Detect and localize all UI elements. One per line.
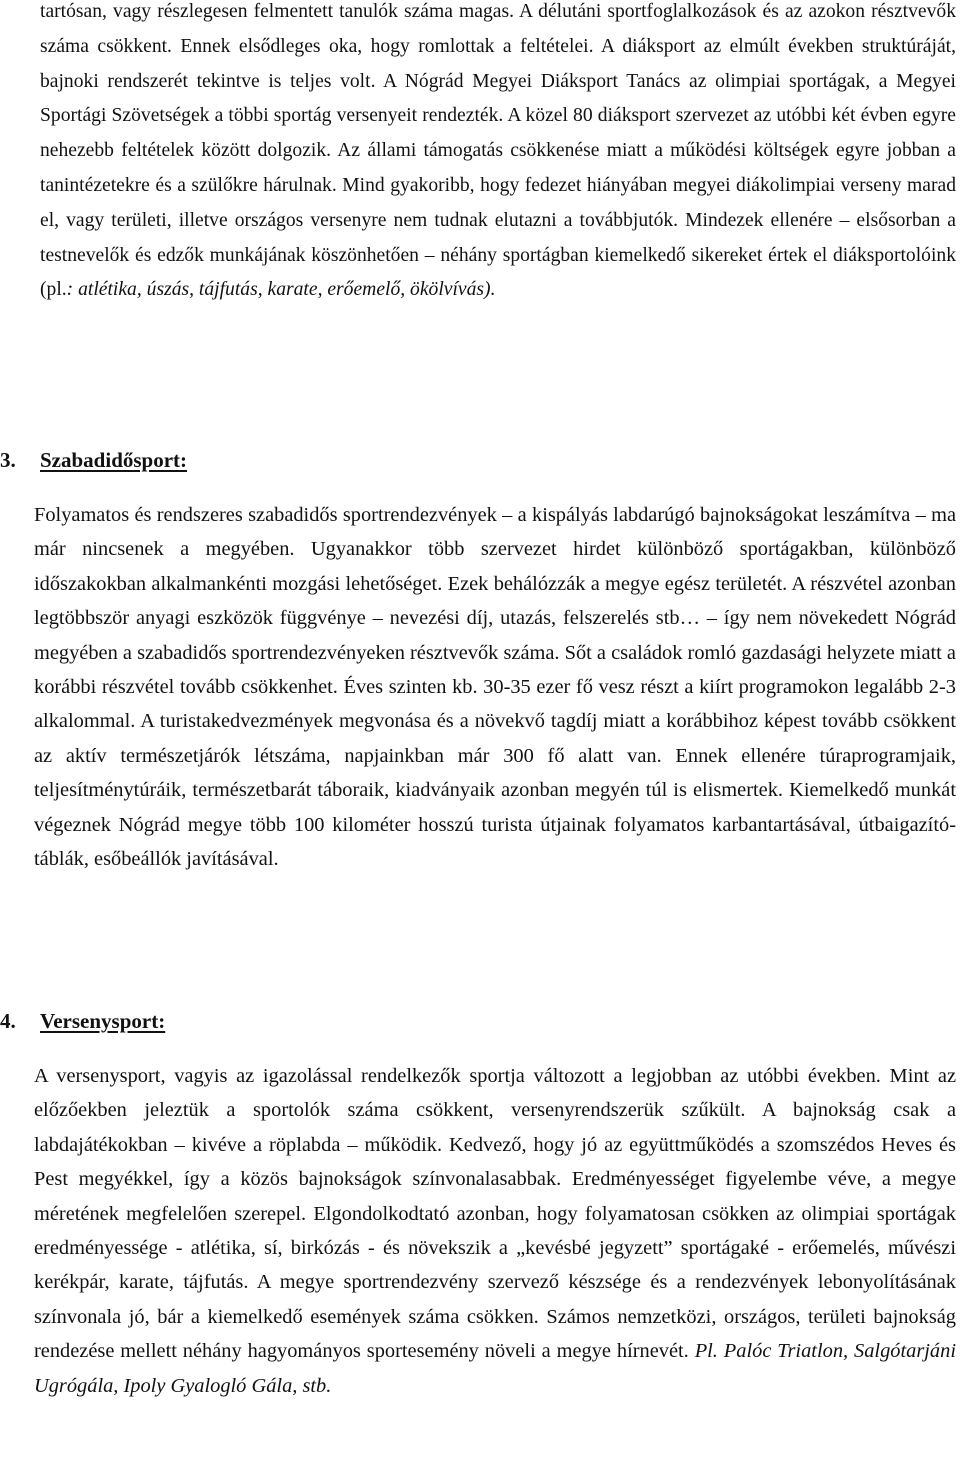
section-number: 4.	[0, 1009, 16, 1033]
paragraph-versenysport	[34, 1059, 956, 1403]
paragraph-szabadidosport-text: Folyamatos és rendszeres szabadidős sportrendezvények – a kispályás labdarúgó bajnokságokat leszámítva – ma már nincsenek a megyében. Ugyanakkor több szervezet hirdet különböző sportágakban, különböző időszakokban alkalmankénti mozgási lehetőséget. Ezek behálózzák a megye egész területét. A részvétel azonban legtöbbször anyagi eszközök függvénye – nevezési díj, utazás, felszerelés stb… – így nem növekedett Nógrád megyében a szabadidős sportrendezvényeken résztvevők száma. Sőt a családok romló gazdasági helyzete miatt a korábbi részvétel tovább csökkenhet. Éves szinten kb. 30-35 ezer fő vesz részt a kiírt programokon legalább 2-3 alkalommal. A turistakedvezmények megvonása és a növekvő tagdíj miatt a korábbihoz képest tovább csökkent az aktív természetjárók létszáma, napjainkban már 300 fő alatt van. Ennek ellenére túraprogramjaik, teljesítménytúráik, természetbarát táboraik, kiadványaik azonban megyén túl is elismertek. Kiemelkedő munkát végeznek Nógrád megye több 100 kilométer hosszú turista útjainak folyamatos karbantartásával, útbaigazító- táblák, esőbeállók javításával.	[34, 504, 956, 871]
paragraph-diaksport-text: tartósan, vagy részlegesen felmentett tanulók száma magas. A délutáni sportfoglalkozások és az azokon résztvevők száma csökkent. Ennek elsődleges oka, hogy romlottak a feltételei. A diáksport az elmúlt években struktúráját, bajnoki rendszerét tekintve is teljes volt. A Nógrád Megyei Diáksport Tanács az olimpiai sportágak, a Megyei Sportági Szövetségek a többi sportág versenyeit rendezték. A közel 80 diáksport szervezet az utóbbi két évben egyre nehezebb feltételek között dolgozik. Az állami támogatás csökkenése miatt a működési költségek egyre jobban a tanintézetekre és a szülőkre hárulnak. Mind gyakoribb, hogy fedezet hiányában megyei diákolimpiai verseny marad el, vagy területi, illetve országos versenyre nem tudnak elutazni a továbbjutók. Mindezek ellenére – elsősorban a testnevelők és edzők munkájának köszönhetően – néhány sportágban kiemelkedő sikereket értek el diáksportolóink (pl.	[40, 1, 956, 301]
section-heading-szabadidosport	[0, 447, 187, 473]
section-title: Szabadidősport:	[40, 448, 188, 472]
paragraph-versenysport-italic: Pl. Palóc Triatlon, Salgótarjáni Ugrógála, Ipoly Gyalogló Gála, stb.	[34, 1340, 956, 1397]
paragraph-versenysport-text: A versenysport, vagyis az igazolással rendelkezők sportja változott a legjobban az utóbbi években. Mint az előzőekben jeleztük a sportolók száma csökkent, versenyrendszerük szűkült. A bajnokság csak a labdajátékokban – kivéve a röplabda – működik. Kedvező, hogy jó az együttműködés a szomszédos Heves és Pest megyékkel, így a közös bajnokságok színvonalasabbak. Eredményességet figyelembe véve, a megye méretének megfelelően szerepel. Elgondolkodtató azonban, hogy folyamatosan csökken az olimpiai sportágak eredményessége - atlétika, sí, birkózás - és növekszik a „kevésbé jegyzett” sportágaké - erőemelés, művészi kerékpár, karate, tájfutás. A megye sportrendezvény szervező készsége és a rendezvények lebonyolításának színvonala jó, bár a kiemelkedő események száma csökken. Számos nemzetközi, országos, területi bajnokság rendezése mellett néhány hagyományos sportesemény növeli a megye hírnevét.	[34, 1065, 956, 1363]
section-number: 3.	[0, 448, 16, 472]
paragraph-diaksport-italic: : atlétika, úszás, tájfutás, karate, erőemelő, ökölvívás).	[66, 279, 496, 301]
section-title: Versenysport:	[40, 1009, 166, 1033]
paragraph-szabadidosport	[34, 498, 956, 876]
section-heading-versenysport	[0, 1008, 165, 1034]
paragraph-diaksport	[40, 0, 956, 308]
